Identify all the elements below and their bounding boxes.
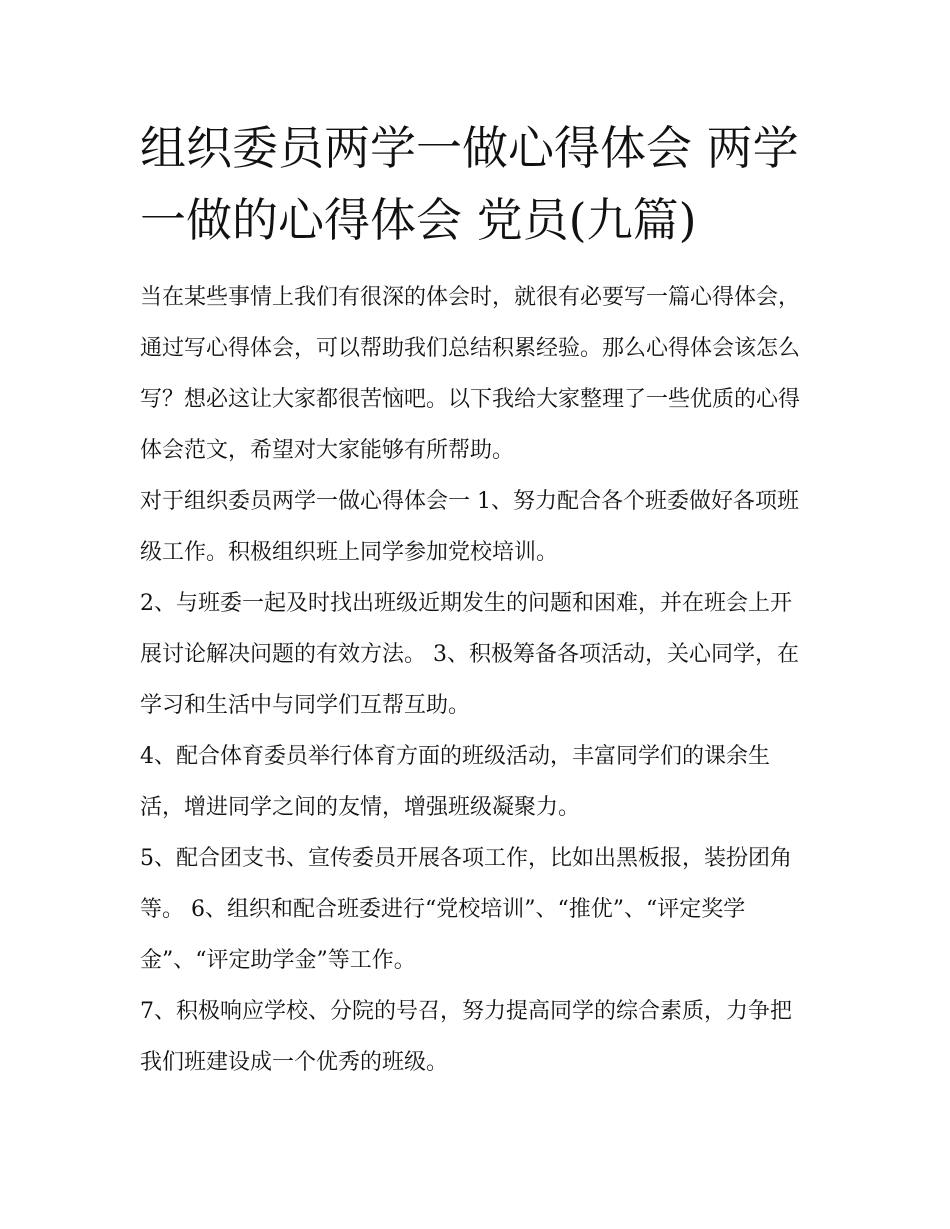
paragraph-item-1: 对于组织委员两学一做心得体会一 1、努力配合各个班委做好各项班级工作。积极组织班上同学参加党校培训。	[140, 489, 799, 565]
paragraph-item-4: 4、配合体育委员举行体育方面的班级活动，丰富同学们的课余生活，增进同学之间的友情，增强班级凝聚力。	[140, 744, 770, 820]
document-title: 组织委员两学一做心得体会 两学一做的心得体会 党员(九篇)	[140, 121, 799, 247]
paragraph-item-7: 7、积极响应学校、分院的号召，努力提高同学的综合素质，力争把我们班建设成一个优秀的班级。	[140, 999, 792, 1075]
document-page	[140, 112, 812, 1088]
paragraph-item-5-6: 5、配合团支书、宣传委员开展各项工作，比如出黑板报，装扮团角等。 6、组织和配合班委进行“党校培训”、“推优”、“评定奖学金”、“评定助学金”等工作。	[140, 846, 792, 973]
paragraph-intro: 当在某些事情上我们有很深的体会时，就很有必要写一篇心得体会，通过写心得体会，可以帮助我们总结积累经验。那么心得体会该怎么写？想必这让大家都很苦恼吧。以下我给大家整理了一些优质的心得体会范文，希望对大家能够有所帮助。	[140, 285, 801, 463]
paragraph-item-2-3: 2、与班委一起及时找出班级近期发生的问题和困难，并在班会上开展讨论解决问题的有效方法。 3、积极筹备各项活动，关心同学，在学习和生活中与同学们互帮互助。	[140, 591, 799, 718]
